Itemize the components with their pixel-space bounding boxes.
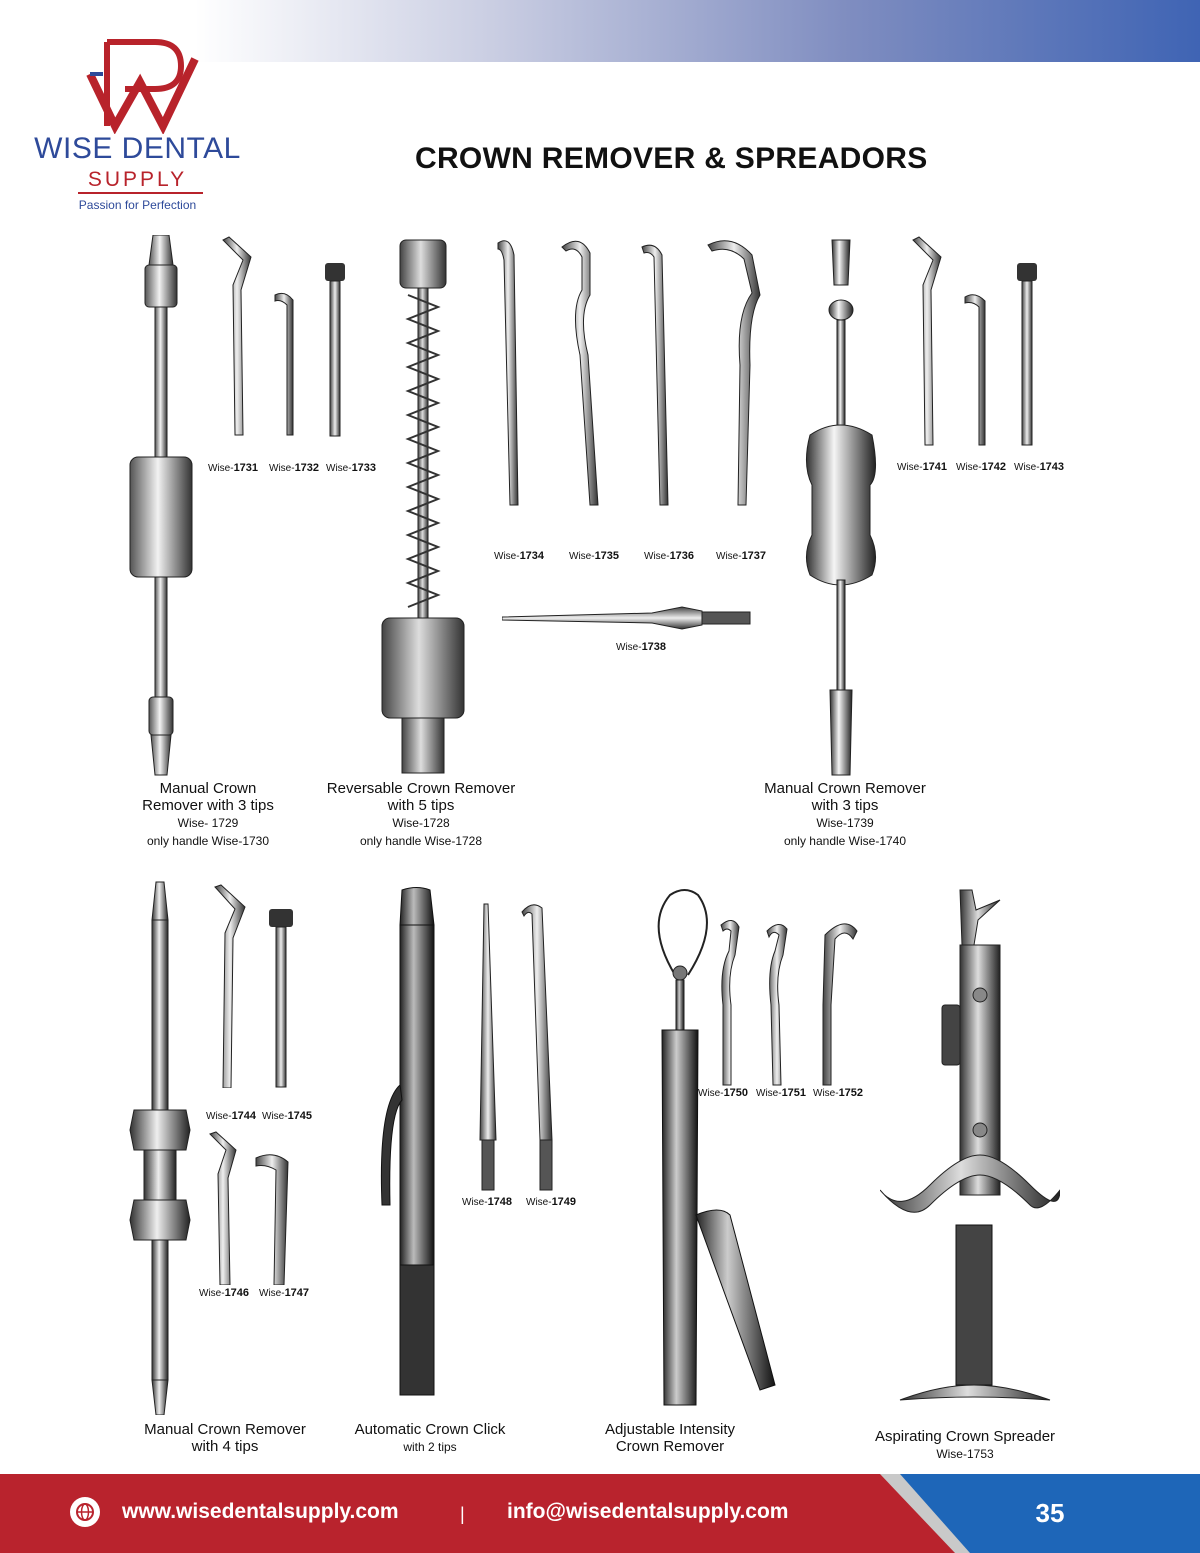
tip-label-1751: Wise-1751 [756, 1087, 807, 1099]
tip-label-1736: Wise-1736 [644, 550, 695, 562]
tip-label-1747: Wise-1747 [259, 1287, 310, 1299]
tips-1731-1733-image [215, 235, 385, 455]
tips-1744-1745-image [205, 883, 315, 1088]
page-title: CROWN REMOVER & SPREADORS [415, 142, 928, 175]
tips-1748-1749-image [470, 900, 570, 1195]
brand-name-line2: SUPPLY [87, 168, 188, 191]
tip-label-1741: Wise-1741 [897, 461, 948, 473]
brand-name-line1: WISE DENTAL [34, 132, 241, 165]
tip-label-1732: Wise-1732 [269, 462, 320, 474]
tips-1746-1747-image [200, 1130, 310, 1285]
footer-email-link[interactable]: info@wisedentalsupply.com [507, 1500, 789, 1523]
tips-1750-1752-image [705, 915, 865, 1090]
reversable-crown-remover-image [378, 235, 468, 775]
tip-label-1731: Wise-1731 [208, 462, 259, 474]
tip-label-1733: Wise-1733 [326, 462, 377, 474]
tip-label-1742: Wise-1742 [956, 461, 1007, 473]
footer [0, 1474, 1200, 1553]
brand-underline [78, 192, 203, 194]
footer-website-link[interactable]: www.wisedentalsupply.com [122, 1500, 399, 1523]
caption-reversable: Reversable Crown Remover with 5 tips Wise-1728 only handle Wise-1728 [326, 780, 516, 848]
tip-label-1746: Wise-1746 [199, 1287, 250, 1299]
tip-label-1735: Wise-1735 [569, 550, 620, 562]
tip-label-1748: Wise-1748 [462, 1196, 513, 1208]
brand-logo [30, 28, 260, 218]
caption-aspirating-crown-spreader: Aspirating Crown Spreader Wise-1753 [874, 1428, 1056, 1461]
automatic-crown-click-image [372, 885, 462, 1415]
aspirating-crown-spreader-image [880, 885, 1060, 1410]
header-gradient-bar [195, 0, 1200, 62]
wise-logo-mark-icon [85, 34, 205, 134]
caption-manual-3-tips: Manual Crown Remover with 3 tips Wise- 1729 only handle Wise-1730 [142, 780, 274, 848]
manual-crown-remover-b-image [800, 235, 890, 780]
tip-label-1737: Wise-1737 [716, 550, 767, 562]
manual-crown-remover-4tips-image [128, 880, 198, 1415]
tip-label-1750: Wise-1750 [698, 1087, 749, 1099]
caption-automatic-crown-click: Automatic Crown Click with 2 tips [354, 1421, 506, 1454]
page-number: 35 [1035, 1498, 1065, 1528]
tip-label-1734: Wise-1734 [494, 550, 545, 562]
tip-label-1744: Wise-1744 [206, 1110, 257, 1122]
tip-label-1743: Wise-1743 [1014, 461, 1065, 473]
manual-crown-remover-handle-image [125, 235, 205, 780]
tips-1734-1737-image [490, 235, 780, 535]
tip-label-1752: Wise-1752 [813, 1087, 864, 1099]
brand-tagline: Passion for Perfection [78, 198, 197, 212]
tip-1738-image [502, 603, 752, 635]
caption-adjustable-intensity: Adjustable Intensity Crown Remover [604, 1421, 736, 1455]
tip-label-1749: Wise-1749 [526, 1196, 577, 1208]
tip-label-1745: Wise-1745 [262, 1110, 313, 1122]
caption-manual-3-tips-b: Manual Crown Remover with 3 tips Wise-1739 only handle Wise-1740 [764, 780, 926, 848]
globe-icon [70, 1497, 100, 1527]
footer-separator: | [460, 1504, 465, 1524]
tip-label-1738: Wise-1738 [616, 641, 667, 653]
caption-manual-4-tips: Manual Crown Remover with 4 tips [144, 1421, 306, 1455]
tips-1741-1743-image [905, 235, 1075, 455]
